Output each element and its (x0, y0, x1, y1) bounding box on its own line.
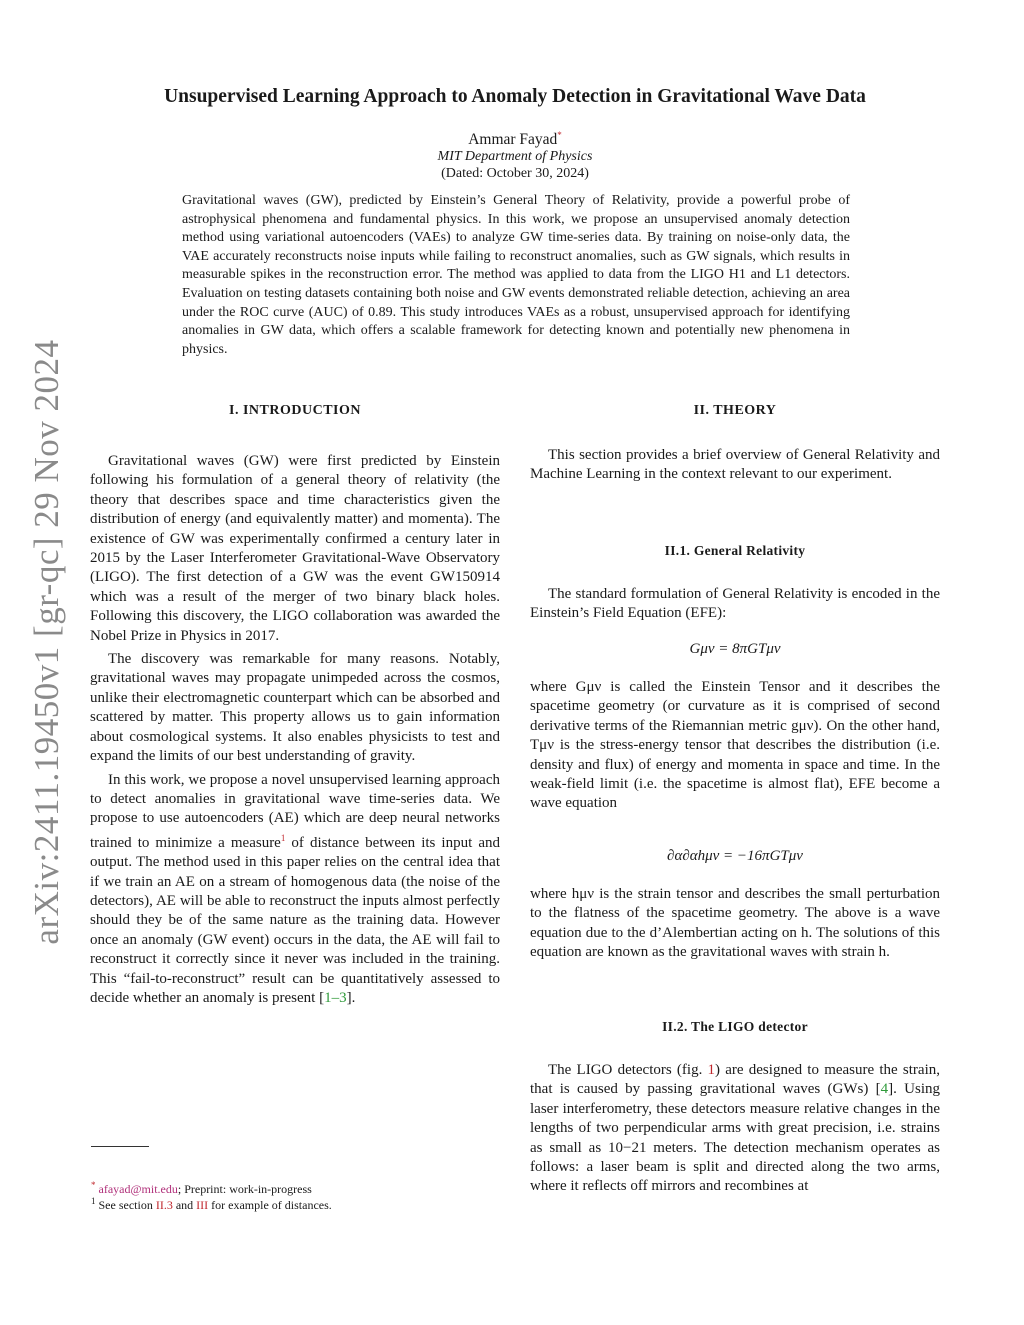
figure-1-ref[interactable]: 1 (707, 1062, 716, 1078)
footnote-2-text-b: and (172, 1198, 197, 1212)
ligo-text-b: ) are designed to measure the strain, that is caused by passing gravitational waves (GWs) [ (530, 1062, 940, 1098)
date-line: (Dated: October 30, 2024) (441, 166, 589, 181)
intro-p3-part-c: ]. (346, 989, 356, 1006)
footnote-2-text-c: for example of distances. (208, 1198, 332, 1212)
ligo-subheading: II.2. The LIGO detector (662, 1019, 808, 1034)
gr-paragraph-3 (530, 885, 940, 963)
citation-4[interactable]: 4 (880, 1081, 889, 1098)
ligo-paragraph (530, 1061, 940, 1197)
footnote-1-mark: * (91, 1180, 96, 1190)
footnote-rule (91, 1146, 149, 1147)
abstract: Gravitational waves (GW), predicted by Einstein’s General Theory of Relativity, provide a powerful probe of astrophysical phenomena and fundamental physics. In this work, we propose an unsupervised anomaly detection method using variational autoencoders (VAEs) to analyze GW time-series data. By training on noise-only data, the VAE accurately reconstructs noise inputs while failing to reconstruct anomalies, such as GW signals, which results in measurable spikes in the reconstruction error. The method was applied to data from the LIGO H1 and L1 detectors. Evaluation on testing datasets containing both noise and GW events demonstrated reliable detection, achieving an area under the ROC curve (AUC) of 0.89. This study introduces VAEs as a robust, unsupervised approach for identifying anomalies in GW data, which offers a scalable framework for detecting known and potentially new phenomena in physics. (182, 193, 850, 357)
arxiv-stamp: arXiv:2411.19450v1 [gr-qc] 29 Nov 2024 (27, 339, 66, 945)
affiliation: MIT Department of Physics (437, 149, 593, 164)
intro-p3-part-a: In this work, we propose a novel unsupervised learning approach to detect anomalies in gravitational wave time-series data. We propose to use autoencoders (AE) which are deep neural networks trained to minimize a measure (90, 771, 500, 851)
paper-title: Unsupervised Learning Approach to Anomaly Detection in Gravitational Wave Data (164, 86, 866, 107)
ligo-text-a: The LIGO detectors (fig. (548, 1062, 708, 1078)
author-footnote-mark[interactable]: * (557, 130, 562, 140)
gr-p2-text: where Gμν is called the Einstein Tensor and it describes the spacetime geometry (or curvature as it is comprised of second derivative terms of the Riemannian metric gμν). On the other hand, Tμν is the stress-energy tensor that describes the distribution (i.e. density and flux) of energy and momenta in space and time. In the weak-field limit (i.e. the spacetime is almost flat), EFE become a wave equation (530, 679, 940, 812)
theory-intro-paragraph: This section provides a brief overview of General Relativity and Machine Learning in the context relevant to our experiment. (530, 447, 940, 483)
theory-heading: II. THEORY (693, 403, 777, 418)
footnote-1-text: ; Preprint: work-in-progress (177, 1182, 312, 1196)
author-email-link[interactable]: afayad@mit.edu (98, 1182, 178, 1196)
gr-subheading: II.1. General Relativity (664, 543, 806, 558)
section-ref-III[interactable]: III (196, 1198, 209, 1212)
gr-p3-text: where hμν is the strain tensor and describes the small perturbation to the flatness of the spacetime geometry. The above is a wave equation due to the d’Alembertian acting on h. The solutions of this equation are known as the gravitational waves with strain h. (530, 886, 940, 961)
intro-paragraph-2: The discovery was remarkable for many reasons. Notably, gravitational waves may propagate unimpeded across the cosmos, unlike their electromagnetic counterpart which can be absorbed and scattered by matter. This property allows us to gain information about cosmological systems. It also enables physicists to test and expand the limits of our best understanding of gravity. (90, 651, 500, 765)
footnote-1-ref[interactable]: 1 (280, 832, 286, 843)
gr-paragraph-2 (530, 678, 940, 814)
intro-paragraph-1: Gravitational waves (GW) were first predicted by Einstein following his formulation of a general theory of relativity (the theory that describes space and time characteristics given the distribution of energy (and equivalently matter) and momenta). The existence of GW was experimentally confirmed a century later in 2015 by the Laser Interferometer Gravitational-Wave Observatory (LIGO). The first detection of a GW was the event GW150914 which was a result of the merger of two binary black holes. Following this discovery, the LIGO collaboration was awarded the Nobel Prize in Physics in 2017. (90, 453, 500, 644)
author-name: Ammar Fayad (468, 131, 558, 149)
intro-heading: I. INTRODUCTION (229, 403, 361, 418)
footnote-2 (91, 1193, 501, 1213)
intro-p3-part-b: of distance between its input and output. The method used in this paper relies on the central idea that if we train an AE on a stream of homogenous data (the noise of the detectors), AE will be able to reconstruct the inputs almost perfectly should they be of the same nature as the training data. However once an anomaly (GW event) occurs in the data, the AE will fail to reconstruct it correctly since it never was included in the training. This “fail-to-reconstruct” result can be quantitatively assessed to decide whether an anomaly is present [ (90, 834, 500, 1006)
citation-1-3[interactable]: 1–3 (324, 989, 347, 1006)
gr-paragraph-1 (530, 585, 940, 624)
intro-body (90, 452, 500, 1008)
gr-p1-text: The standard formulation of General Relativity is encoded in the Einstein’s Field Equation (EFE): (530, 586, 940, 622)
footnote-2-mark: 1 (91, 1196, 96, 1206)
equation-efe: Gμν = 8πGTμν (689, 641, 781, 657)
section-ref-II3[interactable]: II.3 (155, 1198, 173, 1212)
footnote-2-text-a: See section (98, 1198, 156, 1212)
author-line (60, 130, 970, 149)
equation-wave: ∂α∂αhμν = −16πGTμν (667, 848, 803, 864)
ligo-text-c: ]. Using laser interferometry, these detectors measure relative changes in the lengths of two perpendicular arms with great precision, i.e. strains as small as 10−21 meters. The detection mechanism operates as follows: a laser beam is split and directed along the two arms, where it reflects off mirrors and recombines at (530, 1081, 940, 1195)
ligo-paragraph-text (530, 1061, 940, 1197)
theory-intro (530, 446, 940, 485)
intro-paragraph-3 (90, 771, 500, 1009)
